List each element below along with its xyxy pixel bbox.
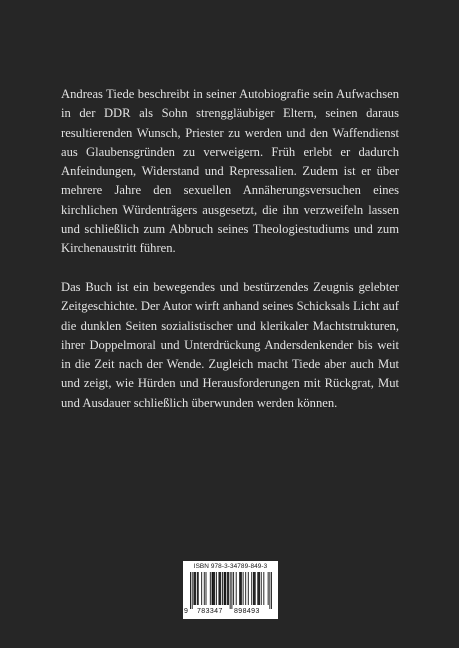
barcode-bar xyxy=(257,572,258,605)
blurb-paragraph-2: Das Buch ist ein bewegendes und bestürzendes Zeugnis gelebter Zeitgeschichte. Der Autor wirft anhand seines Schicksals Licht auf die dunklen Seiten sozialistischer und klerikaler Machtstrukturen, ihrer Doppelmoral und Unterdrückung Andersdenkender bis weit in die Zeit nach der Wende. Zugleich macht Tiede aber auch Mut und zeigt, wie Hürden und Herausforderungen mit Rückgrat, Mut und Ausdauer schließlich überwunden werden können. xyxy=(61,279,399,410)
barcode-bar xyxy=(225,572,226,605)
barcode-bar xyxy=(258,572,259,605)
barcode-bar xyxy=(261,572,262,605)
barcode-bar xyxy=(197,572,198,605)
barcode-bar xyxy=(206,572,207,605)
barcode-bar xyxy=(213,572,214,605)
barcode-bar xyxy=(228,572,229,605)
barcode-bar xyxy=(245,572,246,605)
barcode-bar xyxy=(216,572,217,605)
barcode-first-digit: 9 xyxy=(184,608,189,615)
isbn-barcode xyxy=(183,561,278,619)
barcode-bar xyxy=(192,572,193,609)
barcode-bars xyxy=(190,572,272,609)
barcode-bar xyxy=(248,572,249,605)
barcode-bar xyxy=(269,572,270,609)
barcode-bar xyxy=(190,572,191,609)
barcode-bar xyxy=(259,572,260,605)
isbn-label: ISBN 978-3-34789-849-3 xyxy=(193,563,268,570)
barcode-bar xyxy=(225,572,226,605)
barcode-bar xyxy=(240,572,241,605)
barcode-bar xyxy=(230,572,231,609)
blurb-text xyxy=(61,85,399,413)
barcode-bar xyxy=(227,572,228,605)
barcode-bar xyxy=(219,572,220,605)
barcode-bar xyxy=(271,572,272,609)
barcode-bar xyxy=(263,572,264,605)
barcode-bar xyxy=(253,572,254,605)
barcode-bar xyxy=(220,572,221,605)
barcode-bar xyxy=(224,572,225,605)
barcode-bar xyxy=(214,572,215,605)
barcode-bar xyxy=(212,572,213,605)
barcode-bar xyxy=(222,572,223,605)
barcode-bar xyxy=(204,572,205,605)
barcode-left-digits: 783347 xyxy=(197,608,223,615)
barcode-bar xyxy=(210,572,211,605)
barcode-bar xyxy=(239,572,240,605)
barcode-bar xyxy=(201,572,202,605)
barcode-right-digits: 898493 xyxy=(234,608,260,615)
barcode-bar xyxy=(236,572,237,605)
barcode-bar xyxy=(195,572,196,605)
barcode-bar xyxy=(251,572,252,605)
barcode-bar xyxy=(198,572,199,605)
barcode-bar xyxy=(194,572,195,605)
barcode-bar xyxy=(254,572,255,605)
barcode-bar xyxy=(193,572,194,605)
barcode-bar xyxy=(233,572,234,605)
barcode-bar xyxy=(243,572,244,605)
barcode-bar xyxy=(231,572,232,609)
barcode-bar xyxy=(268,572,269,605)
barcode-bar xyxy=(212,572,213,605)
barcode-bar xyxy=(241,572,242,605)
barcode-bar xyxy=(255,572,256,605)
barcode-bar xyxy=(218,572,219,605)
blurb-paragraph-1: Andreas Tiede beschreibt in seiner Autobiografie sein Aufwachsen in der DDR als Sohn strenggläubiger Eltern, seinen daraus resultierenden Wunsch, Priester zu werden und den Waffendienst aus Glaubensgründen zu verweigern. Früh erlebt er dadurch Anfeindungen, Widerstand und Repressalien. Zudem ist er über mehrere Jahre den sexuellen Annäherungsversuchen eines kirchlichen Würdenträgers ausgesetzt, die ihn verzweifeln lassen und schließlich zum Abbruch seines Theologiestudiums und zum Kirchenaustritt führen. xyxy=(61,87,399,256)
